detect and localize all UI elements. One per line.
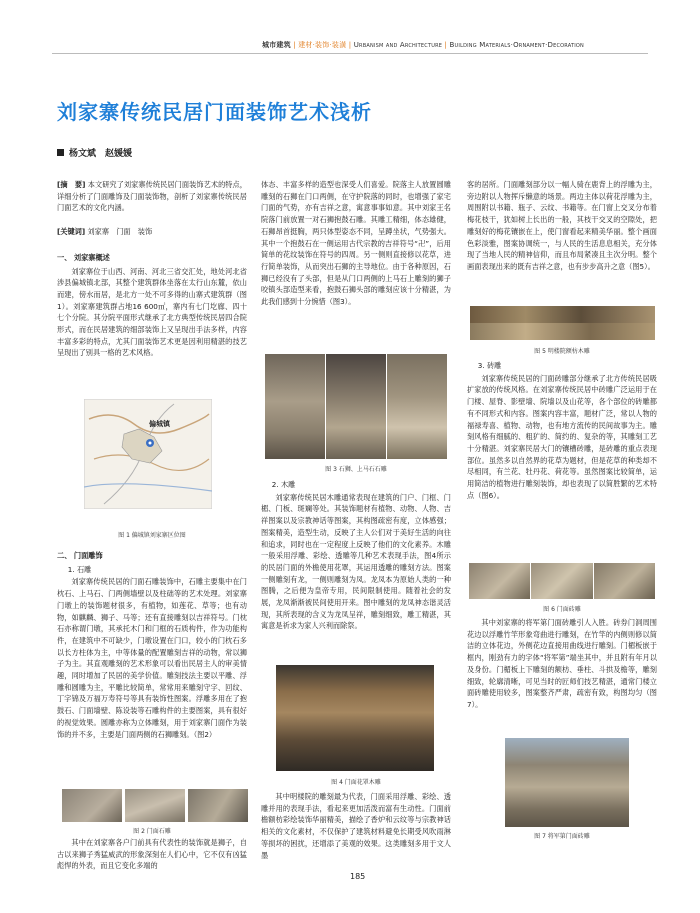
section-2-heading: 二、 门面雕饰 <box>57 551 103 560</box>
figure-6-photos <box>469 563 655 599</box>
figure-5-photos <box>470 306 655 340</box>
photo-brick-carving-3 <box>594 563 655 599</box>
figure-5-caption: 图 5 明楼院额枋木雕 <box>534 348 590 355</box>
header-en2: Building Materials·Ornament·Decoration <box>449 41 584 49</box>
figure-2-photos <box>62 789 248 822</box>
photo-stone-carving-1 <box>62 789 122 822</box>
column-3-paragraph-1: 客的居所。门面雕刻部分以一幅人骑在鹿背上的浮雕为主，旁边附以人物挥斥懒意的场景。两边主体以荷花浮雕为主，周围附以书籍、瓶子、云纹、书籍等。在门窗上交叉分布着梅花枝干，犹如树上长出的一般，其枝干交叉的空隙处，把雕刻好的梅花镶嵌在上，使门窗看起来精美华丽。整个画面色彩淡雅，图案协调统一，与人民的生活息息相关，充分体现了当地人民的精神信仰，而且布局紧凑且主次分明。整个画面表现出来的既有吉祥之意，也有步步高升之意（图5）。 <box>467 180 657 271</box>
subsection-2-1-heading: 1. 石雕 <box>67 564 92 574</box>
map-town-label: 偏城镇 <box>149 420 170 428</box>
column-2-middle <box>261 478 451 632</box>
photo-stone-carving-2 <box>125 789 185 822</box>
section-1-paragraph: 刘家寨位于山西、河南、河北三省交汇处，地处河北省涉县偏城镇北部，其整个建筑群体坐落在太行山东麓，依山而建，傍水而居，是北方一处不可多得的山寨式建筑群（图1）。刘家寨建筑群占地16 600㎡，寨内有七门圪廊、四十七个分院。其分院平面形式继承了北方典型传统民居四合院形式，而在民居建筑的细部装饰上又呈现出手法多样，内容丰富多彩的特点，尤其门面装饰艺术更是因利用精湛的技艺呈现出了别具一格的艺术风格。 <box>57 266 247 358</box>
figure-1-map <box>84 399 212 509</box>
column-1 <box>57 179 247 359</box>
keywords-text: 刘家寨 门面 装饰 <box>87 227 153 237</box>
figure-7-caption: 图 7 将军第门面砖雕 <box>534 833 590 840</box>
abstract-text: 本文研究了刘家寨传统民居门面装饰艺术的特点，详细分析了门面雕饰及门面装饰物，剖析了刘家寨传统民居门面艺术的文化内涵。 <box>57 180 247 213</box>
column-3-middle <box>467 359 657 501</box>
abstract <box>57 179 247 214</box>
photo-stone-lion-center <box>326 354 386 459</box>
keywords-label: [关键词] <box>57 227 86 237</box>
photo-mounting-stone <box>387 354 447 459</box>
authors: 杨文斌 赵媛媛 <box>69 149 133 159</box>
photo-beam-carving-top <box>470 306 655 323</box>
header-rule <box>52 53 648 54</box>
column-2-paragraph-1: 体态、丰富多样的造型也深受人们喜爱。院落主人放置圆雕雕刻的石狮在门口两侧，在守护院落的同时，也增强了家宅门面的气势，亦有吉祥之意，寓意事事如意。其中刘家王名院落门前放置一对石狮抱鼓石雕。其雕工精细，体态雄健，石狮昂首挺胸，两只体型姿态不同，呈蹲坐状，气势强大。其中一个抱鼓石在一侧运用古代宗教的吉祥符号“卍”，后用简单的花纹装饰在符号的四周。另一侧则直接修以花草，进行简单装饰，从而突出石狮的主导地位。由于各种原因，石狮已经没有了头部，但是从门口两侧的上马石上雕刻的狮子咬镇头部造型来看，抱鼓石狮头部的雕刻应该十分精湛，为此我们感到十分惋惜（图3）。 <box>261 180 451 307</box>
figure-3-photos <box>265 354 447 459</box>
figure-7-photo-general-gate <box>505 738 629 827</box>
map-illustration <box>84 399 212 509</box>
authors-line <box>57 146 132 159</box>
section-2-paragraph-1: 刘家寨传统民居的门面石雕装饰中，石雕主要集中在门枕石、上马石、门两侧墙壁以及柱础等的艺术处理。刘家寨门墩上的装饰题材很多，有植物，如莲花、草等；也有动物，如麒麟、狮子、马等；还有直接雕刻以吉祥符号。门枕石亦称谓门墩，其承托木门和门框的石质构件，作为功能构件，在建筑中不可缺少，门墩设置在门口，较小的门枕石多以长方柱体为主，中等体量的配置雕刻吉祥的动物，常以狮子为主。其直观雕刻的艺术形象可以看出民居主人的审美情趣，同时增加了民居的美学价值。雕刻技法主要以平雕、浮雕和圆雕为主，平雕比较简单，常常用来雕刻守字、回纹、丁字锦及万福万寿符号等具有装饰性图案。浮雕多用在了抱鼓石、门面墙壁、陈设装等石雕构件的主要图案，具有很好的视觉效果。圆雕亦称为立体雕刻，用于刘家寨门面作为装饰的并不多，主要是门面两侧的石狮雕刻。（图2） <box>57 577 247 739</box>
page-number: 185 <box>350 872 366 881</box>
figure-6-caption: 图 6 门面砖雕 <box>543 606 581 613</box>
photo-beam-carving-bottom <box>470 323 655 340</box>
section-2-paragraph-2: 其中在刘家寨各户门前具有代表性的装饰就是狮子，自古以来狮子秀猛威武的形象深刻在人们心中，它不仅有凶猛彪悍的外表，而且它变化多端的 <box>57 838 247 871</box>
figure-3-caption: 图 3 石狮、上马石石雕 <box>325 466 387 473</box>
figure-2-caption: 图 2 门面石雕 <box>133 828 171 835</box>
keywords <box>57 226 247 238</box>
subsection-2-2-heading: 2. 木雕 <box>271 480 296 489</box>
column-2 <box>261 179 451 308</box>
running-header: 城市建筑 | 建材·装饰·装潢 | Urbanism and Architecture | Building Materials·Ornament·Decoration <box>262 41 584 49</box>
article-title: 刘家寨传统民居门面装饰艺术浅析 <box>57 100 372 124</box>
abstract-label: [摘 要] <box>57 180 86 189</box>
header-cat1: 城市建筑 <box>262 41 291 49</box>
column-2-paragraph-3: 其中明楼院的雕刻最为代表，门面采用浮雕、彩绘、透雕并用的表现手法，看起来更加活泼而富有生动性。门面前檐额枋彩绘装饰华丽精美，描绘了香炉和云纹等与宗教神话相关的文化素材，不仅保护了建筑材料避免长期受风吹雨淋等损坏的困扰，还增添了美观的效果。这类雕刻多用于文人墨 <box>261 792 451 860</box>
column-3-paragraph-3: 其中刘家寨的将军第门面砖雕引人入胜。砖券门洞周围花边以浮雕竹竿形象弯曲进行雕刻，在竹竿的内侧则修以简洁的立体花边，外侧花边直接用曲线进行雕刻。门楣板嵌于框内，刚劲有力的字体“将军第”端坐其中，并且附有年月以及身份。门楣板上下雕刻的额枋、垂柱、斗拱及檐等，雕刻细致，轮廓清晰，可见当时的匠师们技艺精湛，通常门楼立面砖雕使用较多，图案整齐严肃，疏密有致，构图均匀（图7）。 <box>467 618 657 709</box>
column-2-end <box>261 791 451 861</box>
column-3-lower <box>467 617 657 711</box>
column-3-paragraph-2: 刘家寨传统民居的门面砖雕部分继承了北方传统民居吸扩家放的传统风格。在刘家寨传统民居中砖雕广泛运用于在门楼、屋脊、影壁墙、院墙以及山花等，各个部位的砖雕都有不同形式和内容。图案内容丰富，题材广泛，常以人物的福禄寿喜、植物、动物，也有地方流传的民间故事为主。雕刻风格有细腻的、粗犷的、简约的、复杂的等，其雕刻工艺十分精湛。刘家寨民居大门的镶槽砖雕，是砖雕的重点表现部位。虽然多以自然界的花草为题材，但是花草的种类却不尽相同，有兰花、牡丹花、荷花等。虽然图案比较简单，运用简洁的植物进行雕刻装饰，却也表现了以简胜繁的艺术特点（图6）。 <box>467 373 657 500</box>
bullet-square-icon <box>57 149 64 156</box>
column-1-lower <box>57 545 247 740</box>
column-1-end <box>57 837 247 872</box>
column-2-paragraph-2: 刘家寨传统民居木雕通常表现在建筑的门户、门框、门楣、门板、斑斓等处。其装饰题材有植物、动物、人物、吉祥图案以及宗教神话等图案，其构图疏密有度，立体感强；图案精美，造型生动，反映了主人公们对于美好生活的向往和追求，同时也在一定程度上反映了他们的文化素养。木雕一般采用浮雕、彩绘、透雕等几种艺术表现手法，图4所示的民居门面的外檐使用花罩，其运用透雕的雕刻方法。图案一侧雕刻有龙，一侧则雕刻为凤。龙凤本为原始人类的一种图腾，之后便为皇帝专用，民间限制使用。随着社会的发展，龙凤渐渐被民间使用开来。图中雕刻的龙凤神态谐灵活现，其所表现的含义为龙凤呈祥，雕刻细致，雕工精湛，其寓意是祈求为家人兴利而除祭。 <box>261 492 451 631</box>
subsection-2-3-heading: 3. 砖雕 <box>477 361 502 370</box>
photo-stone-lion-left <box>265 354 325 459</box>
column-3 <box>467 179 657 273</box>
header-cat2: 建材·装饰·装潢 <box>298 41 347 49</box>
section-1-heading: 一、 刘家寨概述 <box>57 252 110 262</box>
photo-stone-carving-3 <box>188 789 248 822</box>
figure-1-caption: 图 1 偏城镇刘家寨区位图 <box>118 532 186 539</box>
photo-brick-carving-1 <box>469 563 530 599</box>
figure-4-caption: 图 4 门面花罩木雕 <box>331 779 381 786</box>
figure-4-photo-wood-carving <box>276 665 434 771</box>
photo-brick-carving-2 <box>531 563 593 599</box>
header-en1: Urbanism and Architecture <box>353 41 443 49</box>
